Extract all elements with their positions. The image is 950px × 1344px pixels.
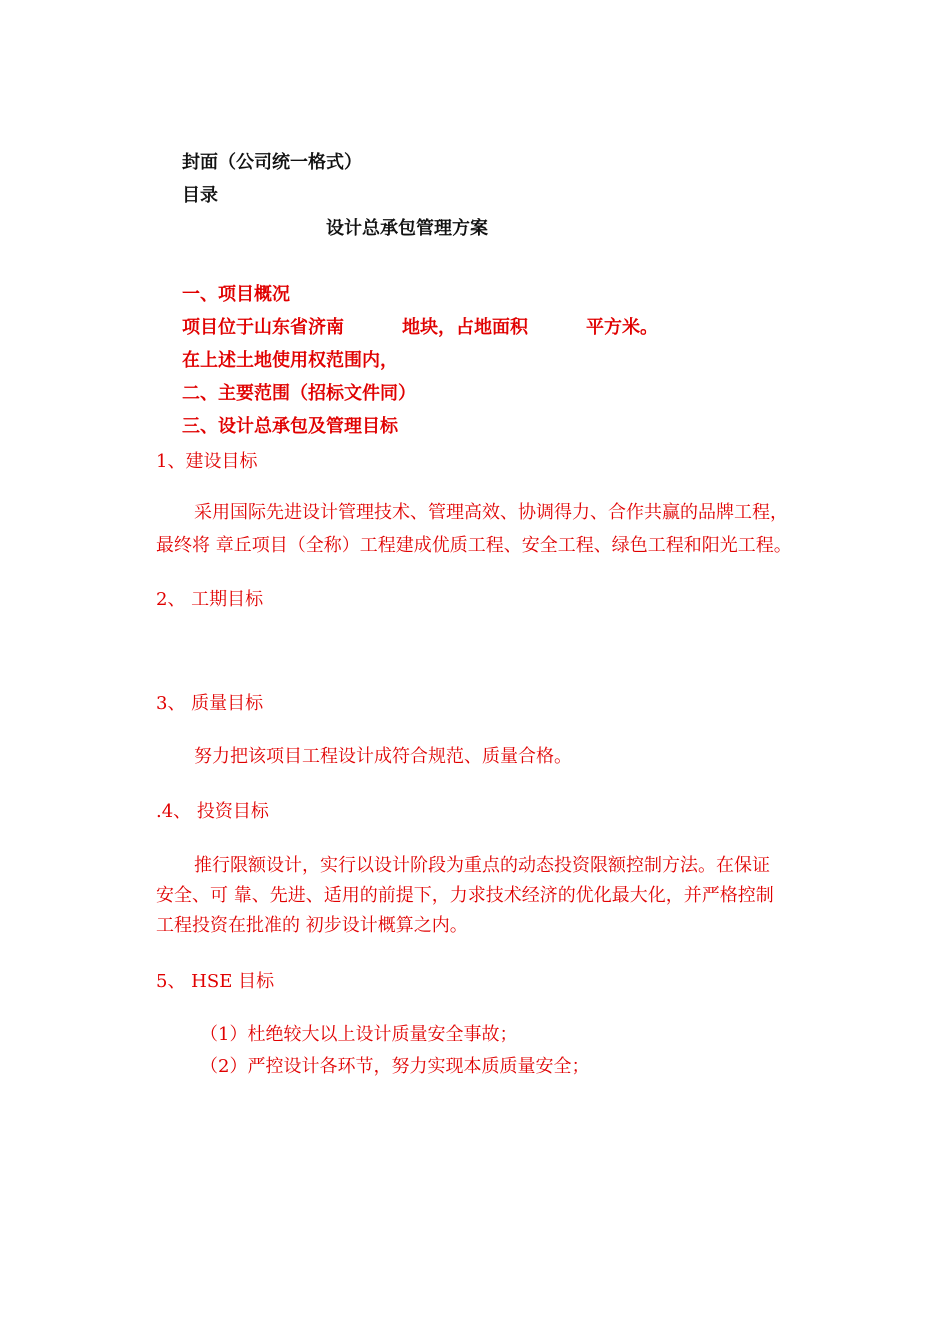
goal-hse-item-1: （1）杜绝较大以上设计质量安全事故； <box>200 1024 518 1045</box>
section-scope-heading: 二、主要范围（招标文件同） <box>182 383 416 404</box>
goal-construction-text-line-1: 采用国际先进设计管理技术、管理高效、协调得力、合作共赢的品牌工程， <box>194 502 788 523</box>
goal-construction-title: 1、建设目标 <box>156 451 258 472</box>
goal-quality-title: 3、 质量目标 <box>156 693 264 714</box>
location-part-3: 平方米。 <box>586 317 658 338</box>
land-use-line: 在上述土地使用权范围内， <box>182 350 398 371</box>
goal-investment-text-line-1: 推行限额设计，实行以设计阶段为重点的动态投资限额控制方法。在保证 <box>194 855 770 876</box>
goal-schedule-title: 2、 工期目标 <box>156 589 264 610</box>
location-part-1: 项目位于山东省济南 <box>182 317 344 338</box>
section-overview-heading: 一、项目概况 <box>182 284 290 305</box>
goal-investment-title: .4、 投资目标 <box>156 801 269 822</box>
cover-heading: 封面（公司统一格式） <box>182 152 362 173</box>
section-goals-heading: 三、设计总承包及管理目标 <box>182 416 398 437</box>
goal-construction-text-line-2: 最终将 章丘项目（全称）工程建成优质工程、安全工程、绿色工程和阳光工程。 <box>156 535 792 556</box>
goal-investment-text-line-2: 安全、可 靠、先进、适用的前提下，力求技术经济的优化最大化，并严格控制 <box>156 885 774 906</box>
goal-investment-text-line-3: 工程投资在批准的 初步设计概算之内。 <box>156 915 468 936</box>
goal-hse-item-2: （2）严控设计各环节，努力实现本质质量安全； <box>200 1056 590 1077</box>
toc-heading: 目录 <box>182 185 218 206</box>
goal-hse-title: 5、 HSE 目标 <box>156 971 275 992</box>
goal-quality-text: 努力把该项目工程设计成符合规范、质量合格。 <box>194 746 572 767</box>
project-location-line <box>182 317 658 339</box>
location-part-2: 地块，占地面积 <box>402 317 528 338</box>
document-title: 设计总承包管理方案 <box>326 218 488 239</box>
